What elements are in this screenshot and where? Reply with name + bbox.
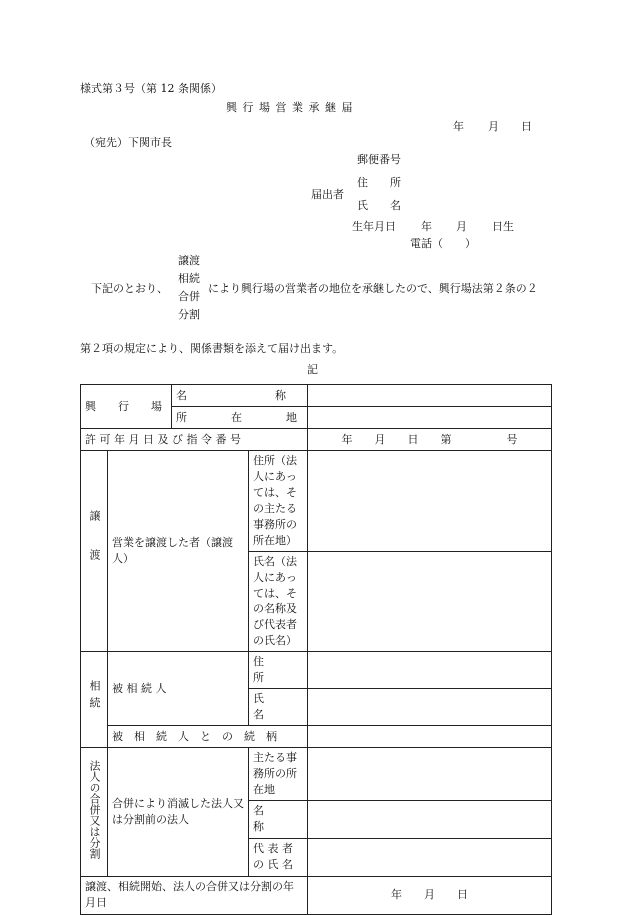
option-transfer: 譲渡 bbox=[178, 254, 200, 267]
decedent-address-label-cell bbox=[249, 652, 341, 689]
start-label: 譲渡、相続開始、法人の合併又は分割の年月日 bbox=[85, 880, 294, 910]
transferor-label-cell bbox=[108, 451, 249, 652]
applicant-group-label: 届出者 bbox=[311, 188, 344, 201]
permit-value-template: 年 月 日 第 号 bbox=[341, 432, 518, 446]
facility-location-label-cell bbox=[172, 407, 308, 429]
date-day-label: 日 bbox=[521, 120, 532, 133]
relation-label-cell bbox=[108, 726, 308, 748]
page-title: 興 行 場 営 業 承 継 届 bbox=[226, 101, 354, 114]
corp-name-field[interactable] bbox=[308, 800, 552, 838]
decedent-name-label: 氏 名 bbox=[253, 692, 341, 722]
date-year-label: 年 bbox=[453, 120, 464, 133]
addressee: （宛先）下関市長 bbox=[84, 136, 172, 149]
merger-label: 法人の合併又は分割 bbox=[88, 759, 102, 859]
birth-year-label: 年 bbox=[421, 220, 432, 233]
transfer-label: 譲渡 bbox=[87, 509, 101, 588]
office-field[interactable] bbox=[308, 748, 552, 801]
birth-date-label: 生年月日 bbox=[352, 220, 396, 233]
merged-corp-label-cell bbox=[108, 748, 249, 877]
decedent-address-field[interactable] bbox=[308, 652, 552, 689]
decedent-name-field[interactable] bbox=[308, 689, 552, 726]
transfer-side-cell bbox=[81, 451, 108, 652]
office-label: 主たる事務所の所在地 bbox=[253, 751, 297, 796]
start-field[interactable] bbox=[308, 876, 552, 914]
merger-side-cell bbox=[81, 748, 108, 877]
start-value-template: 年 月 日 bbox=[391, 888, 468, 902]
permit-label: 許 可 年 月 日 及 び 指 令 番 号 bbox=[85, 432, 241, 446]
corp-name-label: 名 称 bbox=[253, 804, 341, 834]
body-line-2: 第２項の規定により、関係書類を添えて届け出ます。 bbox=[80, 342, 344, 355]
ki-heading: 記 bbox=[307, 363, 318, 376]
decedent-label-cell bbox=[108, 652, 249, 726]
rep-label-cell bbox=[249, 838, 308, 876]
rep-field[interactable] bbox=[308, 838, 552, 876]
transferor-address-label: 住所（法人にあっては、その主たる事務所の所在地） bbox=[253, 454, 297, 547]
relation-field[interactable] bbox=[308, 726, 552, 748]
birth-day-label: 日生 bbox=[492, 220, 514, 233]
corp-name-label-cell bbox=[249, 800, 341, 838]
kogyo-label-cell bbox=[81, 385, 172, 429]
phone-label: 電話（ ） bbox=[410, 237, 476, 250]
date-month-label: 月 bbox=[488, 120, 499, 133]
rep-label: 代 表 者 の 氏 名 bbox=[253, 842, 293, 872]
decedent-address-label: 住 所 bbox=[253, 655, 341, 685]
decedent-name-label-cell bbox=[249, 689, 341, 726]
facility-name-label-cell bbox=[172, 385, 308, 407]
decedent-label: 被 相 続 人 bbox=[112, 681, 167, 695]
transferor-address-field[interactable] bbox=[308, 451, 552, 552]
succession-type-options bbox=[178, 252, 200, 324]
transferor-name-label: 氏名（法人にあっては、その名称及び代表者の氏名） bbox=[253, 554, 297, 648]
birth-month-label: 月 bbox=[456, 220, 467, 233]
form-number: 様式第３号（第 12 条関係） bbox=[80, 82, 222, 95]
option-merger: 合併 bbox=[178, 290, 200, 303]
permit-field[interactable] bbox=[308, 429, 552, 451]
facility-location-label: 所 在 地 bbox=[176, 410, 297, 424]
body-line-1: により興行場の営業者の地位を承継したので、興行場法第２条の２ bbox=[208, 282, 538, 295]
facility-name-label: 名 称 bbox=[176, 388, 286, 402]
transferor-name-label-cell bbox=[249, 551, 308, 652]
facility-name-field[interactable] bbox=[308, 385, 552, 407]
form-table bbox=[80, 384, 552, 915]
transferor-address-label-cell bbox=[249, 451, 308, 552]
intro-text: 下記のとおり、 bbox=[91, 282, 168, 295]
inherit-label: 相続 bbox=[87, 680, 101, 715]
facility-location-field[interactable] bbox=[308, 407, 552, 429]
relation-label: 被 相 続 人 と の 続 柄 bbox=[112, 729, 277, 743]
permit-label-cell bbox=[81, 429, 308, 451]
postal-code-label: 郵便番号 bbox=[357, 153, 401, 166]
transferor-label: 営業を譲渡した者（譲渡人） bbox=[112, 536, 233, 566]
kogyo-label: 興 行 場 bbox=[85, 399, 162, 413]
transferor-name-field[interactable] bbox=[308, 551, 552, 652]
inherit-side-cell bbox=[81, 652, 108, 748]
start-label-cell bbox=[81, 876, 308, 914]
option-inheritance: 相続 bbox=[178, 272, 200, 285]
option-split: 分割 bbox=[178, 308, 200, 321]
office-label-cell bbox=[249, 748, 308, 801]
merged-corp-label: 合併により消滅した法人又は分割前の法人 bbox=[112, 796, 244, 826]
applicant-name-label: 氏 名 bbox=[357, 199, 401, 212]
applicant-address-label: 住 所 bbox=[357, 176, 401, 189]
